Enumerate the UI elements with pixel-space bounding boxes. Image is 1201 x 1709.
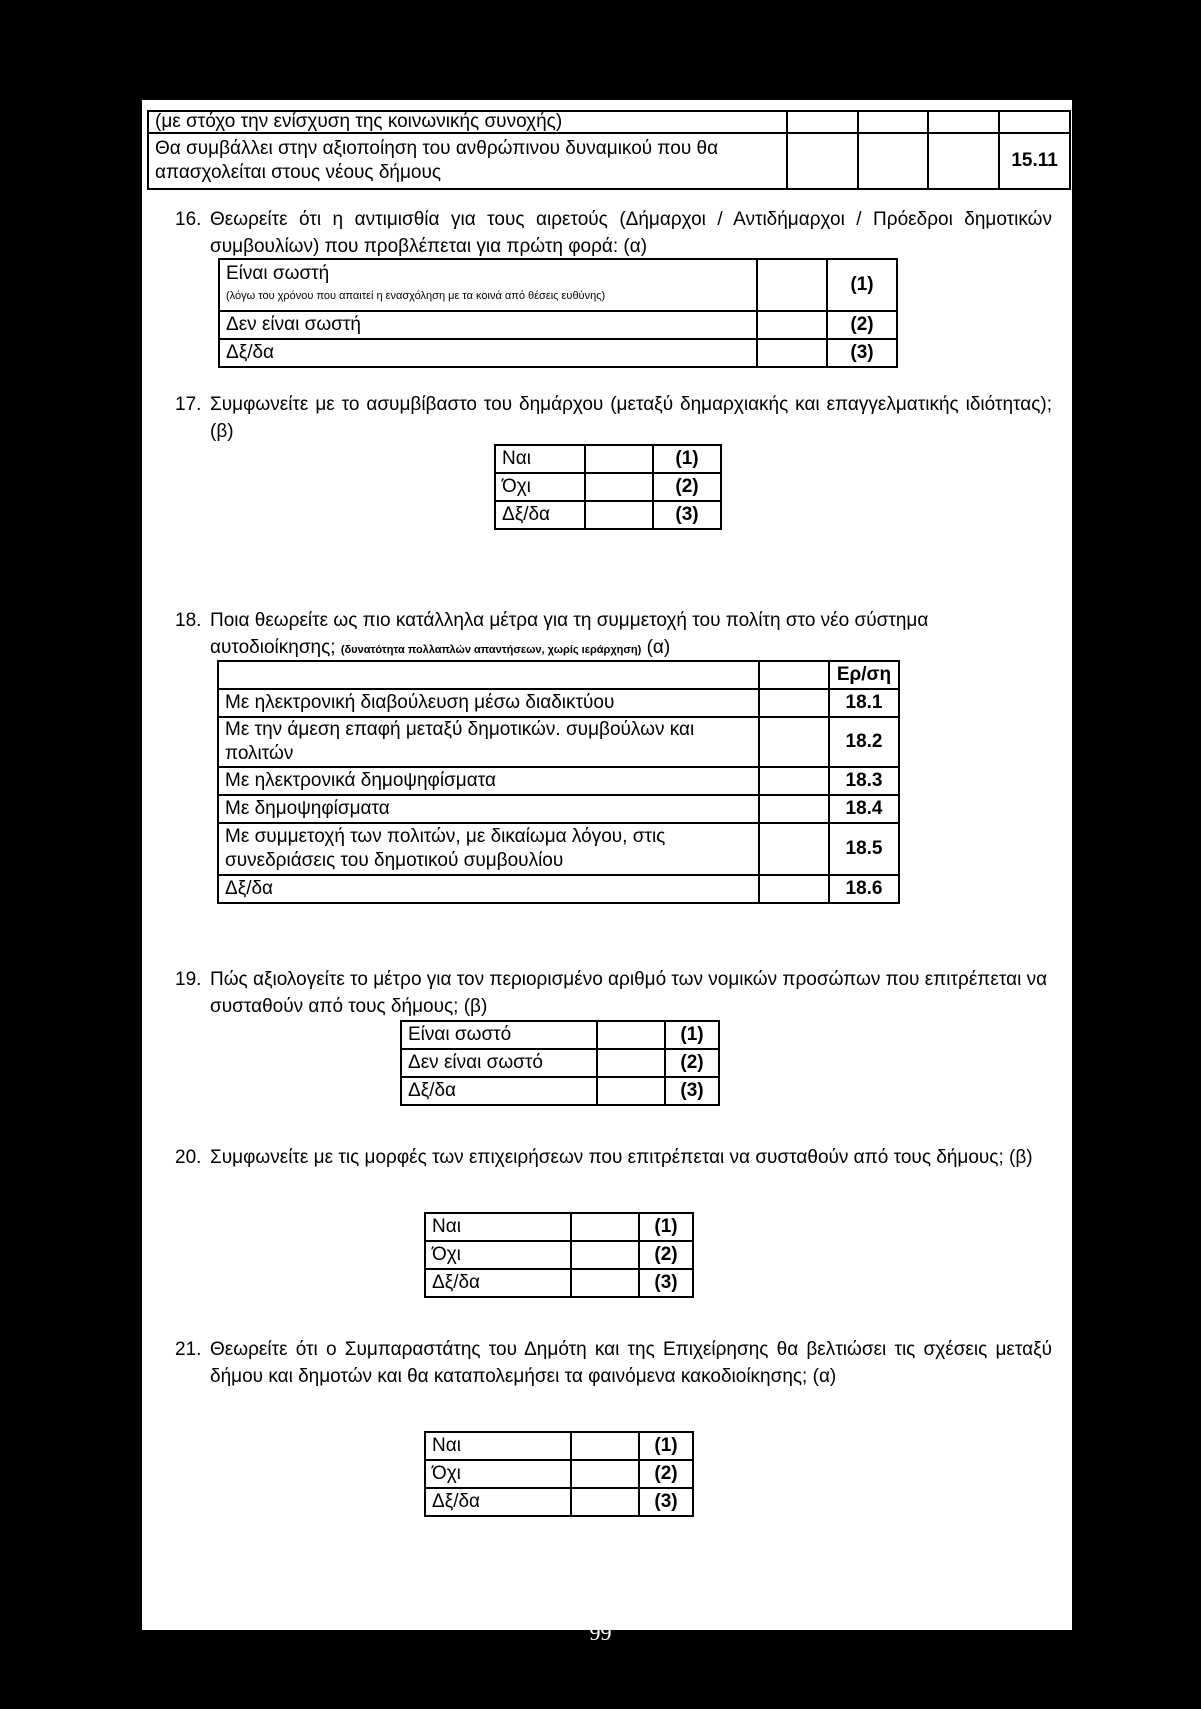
q20-number: 20. <box>175 1147 202 1168</box>
q20-option-2-code: (2) <box>639 1241 693 1269</box>
q18-option-3-code: 18.3 <box>829 767 899 795</box>
q17-option-2-label: Όχι <box>495 473 585 501</box>
q21-option-3-label: Δξ/δα <box>425 1488 571 1516</box>
q20-option-1-code: (1) <box>639 1213 693 1241</box>
top-table-row1: (με στόχο την ενίσχυση της κοινωνικής συνοχής) <box>148 111 787 133</box>
top-table-code: 15.11 <box>999 133 1070 189</box>
q20-options <box>424 1212 694 1298</box>
q18-option-5-code: 18.5 <box>829 823 899 875</box>
q17-number: 17. <box>175 394 202 415</box>
q18-option-5-label: Με συμμετοχή των πολιτών, με δικαίωμα λόγου, στις συνεδριάσεις του δημοτικού συμβουλίου <box>218 823 759 875</box>
q17-option-3-label: Δξ/δα <box>495 501 585 529</box>
q21-number: 21. <box>175 1339 202 1360</box>
q20-text: Συμφωνείτε με τις μορφές των επιχειρήσεων που επιτρέπεται να συσταθούν από τους δήμους; (β) <box>210 1147 1033 1168</box>
q18-option-2-label: Με την άμεση επαφή μεταξύ δημοτικών. συμβούλων και πολιτών <box>218 717 759 767</box>
q18-option-6-code: 18.6 <box>829 875 899 903</box>
q19-option-3-code: (3) <box>665 1077 719 1105</box>
q18-note: (δυνατότητα πολλαπλών απαντήσεων, χωρίς ιεράρχηση) <box>340 644 642 656</box>
q20-option-1-label: Ναι <box>425 1213 571 1241</box>
q21-option-2-code: (2) <box>639 1460 693 1488</box>
q16-text: Θεωρείτε ότι η αντιμισθία για τους αιρετούς (Δήμαρχοι / Αντιδήμαρχοι / Πρόεδροι δημοτικών συμβουλίων) που προβλέπεται για πρώτη φορά: (α) <box>210 209 1052 257</box>
q18-text: Ποια θεωρείτε ως πιο κατάλληλα μέτρα για τη συμμετοχή του πολίτη στο νέο σύστημα αυτοδιοίκησης; <box>210 610 929 658</box>
q21-option-3-code: (3) <box>639 1488 693 1516</box>
q19-number: 19. <box>175 969 202 990</box>
q19-text: Πώς αξιολογείτε το μέτρο για τον περιορισμένο αριθμό των νομικών προσώπων που επιτρέπεται να συσταθούν από τους δήμους; (β) <box>210 969 1048 1017</box>
q20-option-3-code: (3) <box>639 1269 693 1297</box>
q16-option-1-label: Είναι σωστή <box>226 263 330 284</box>
q17-options <box>494 444 722 530</box>
top-table <box>147 110 1071 190</box>
q18-suffix: (α) <box>646 637 671 658</box>
q21-option-2-label: Όχι <box>425 1460 571 1488</box>
q19-option-2-label: Δεν είναι σωστό <box>401 1049 597 1077</box>
q17-option-3-code: (3) <box>653 501 721 529</box>
q18-header-code: Ερ/ση <box>829 661 899 689</box>
q16-option-3-code: (3) <box>827 339 897 367</box>
top-table-row2: Θα συμβάλλει στην αξιοποίηση του ανθρώπινου δυναμικού που θα απασχολείται στους νέους δήμους <box>148 133 787 189</box>
q16-option-1-code: (1) <box>827 259 897 311</box>
q17-text: Συμφωνείτε με το ασυμβίβαστο του δημάρχου (μεταξύ δημαρχιακής και επαγγελματικής ιδιότητας); (β) <box>210 394 1052 442</box>
q16-option-1-note: (λόγω του χρόνου που απαιτεί η ενασχόληση με τα κοινά από θέσεις ευθύνης) <box>226 290 606 302</box>
q17-option-1-code: (1) <box>653 445 721 473</box>
q21-option-1-label: Ναι <box>425 1432 571 1460</box>
q16-option-3-label: Δξ/δα <box>219 339 757 367</box>
q19-option-2-code: (2) <box>665 1049 719 1077</box>
q17-option-1-label: Ναι <box>495 445 585 473</box>
q16-option-2-label: Δεν είναι σωστή <box>219 311 757 339</box>
q19-options <box>400 1020 720 1106</box>
q18-option-2-code: 18.2 <box>829 717 899 767</box>
document-page <box>142 100 1072 1630</box>
q18-option-4-label: Με δημοψηφίσματα <box>218 795 759 823</box>
q20-option-2-label: Όχι <box>425 1241 571 1269</box>
q19-option-1-code: (1) <box>665 1021 719 1049</box>
q16-option-2-code: (2) <box>827 311 897 339</box>
q19-option-1-label: Είναι σωστό <box>401 1021 597 1049</box>
q16-options <box>218 258 898 368</box>
q19-option-3-label: Δξ/δα <box>401 1077 597 1105</box>
q18-option-1-label: Με ηλεκτρονική διαβούλευση μέσω διαδικτύου <box>218 689 759 717</box>
q16-option-1 <box>219 259 757 311</box>
page-number: 99 <box>589 1620 612 1645</box>
q18-option-4-code: 18.4 <box>829 795 899 823</box>
q18-options <box>217 660 900 904</box>
q18-text-block <box>210 607 1052 664</box>
q21-options <box>424 1431 694 1517</box>
q17-option-2-code: (2) <box>653 473 721 501</box>
q18-option-1-code: 18.1 <box>829 689 899 717</box>
q16-number: 16. <box>175 209 202 230</box>
q21-text: Θεωρείτε ότι ο Συμπαραστάτης του Δημότη και της Επιχείρησης θα βελτιώσει τις σχέσεις μεταξύ δήμου και δημοτών και θα καταπολεμήσει τα φαινόμενα κακοδιοίκησης; (α) <box>210 1339 1052 1387</box>
q18-number: 18. <box>175 610 202 631</box>
q20-option-3-label: Δξ/δα <box>425 1269 571 1297</box>
q18-option-6-label: Δξ/δα <box>218 875 759 903</box>
q18-option-3-label: Με ηλεκτρονικά δημοψηφίσματα <box>218 767 759 795</box>
q21-option-1-code: (1) <box>639 1432 693 1460</box>
